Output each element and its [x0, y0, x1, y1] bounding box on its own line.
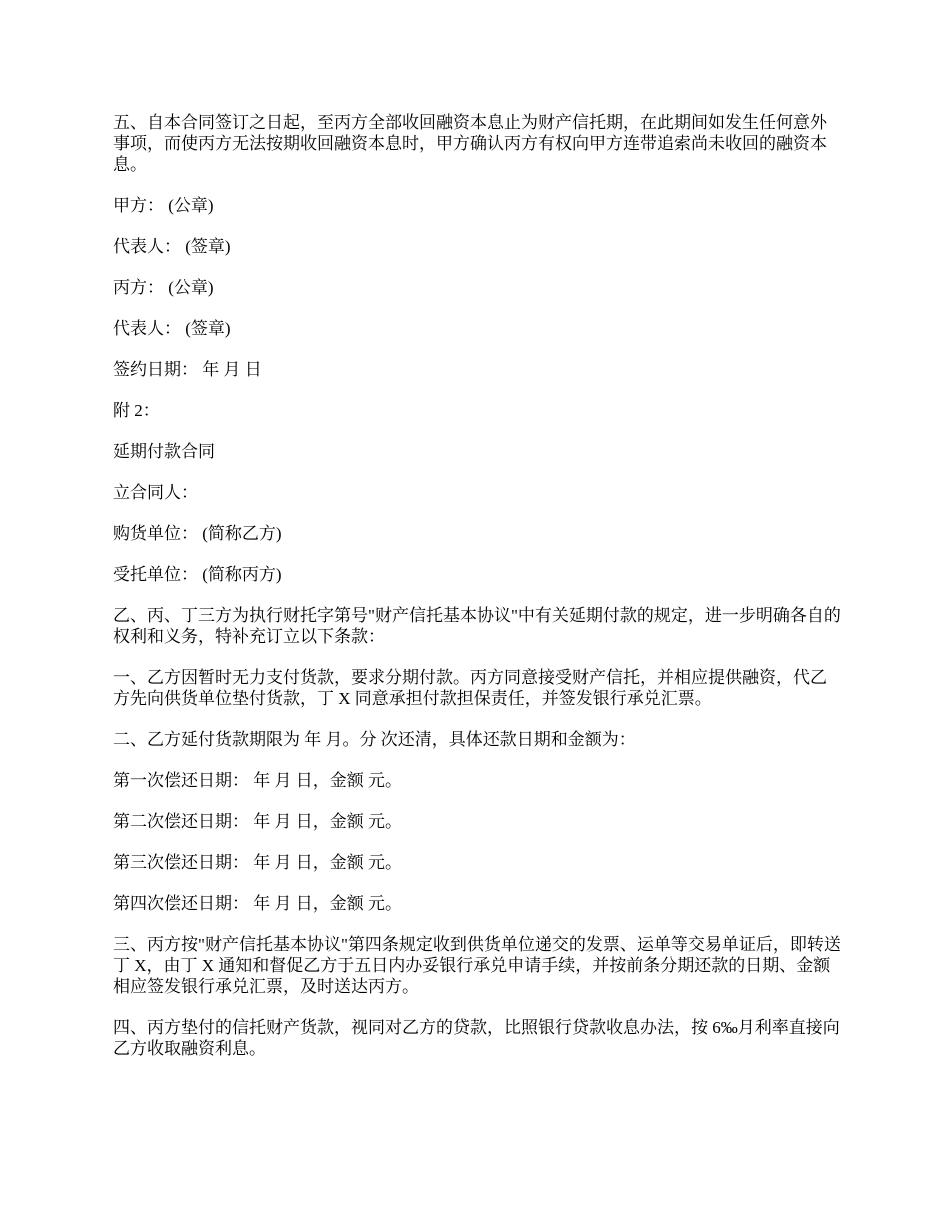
- repayment-fourth-line: 第四次偿还日期： 年 月 日，金额 元。: [113, 894, 402, 913]
- clause-three-paragraph: 三、丙方按"财产信托基本协议"第四条规定收到供货单位递交的发票、运单等交易单证后，即转送丁 X，由丁 X 通知和督促乙方于五日内办妥银行承兑申请手续，并按前条分期还款的日期、金额相应签发银行承兑汇票，及时送达丙方。: [113, 935, 841, 996]
- party-a-representative-line: 代表人： (签章): [113, 237, 231, 256]
- party-c-representative-line: 代表人： (签章): [113, 319, 231, 338]
- clause-four-paragraph: 四、丙方垫付的信托财产货款，视同对乙方的贷款，比照银行贷款收息办法，按 6‰月利率直接向乙方收取融资利息。: [113, 1018, 840, 1058]
- trustee-line: 受托单位： (简称丙方): [113, 565, 282, 584]
- contract-title: 延期付款合同: [113, 442, 215, 461]
- clause-five-paragraph: 五、自本合同签订之日起，至丙方全部收回融资本息止为财产信托期，在此期间如发生任何意外事项，而使丙方无法按期收回融资本息时，甲方确认丙方有权向甲方连带追索尚未收回的融资本息。: [113, 113, 827, 174]
- appendix-label: 附 2：: [113, 401, 160, 420]
- document-page: [113, 112, 841, 1079]
- repayment-second-line: 第二次偿还日期： 年 月 日，金额 元。: [113, 812, 402, 831]
- preamble-paragraph: 乙、丙、丁三方为执行财托字第号"财产信托基本协议"中有关延期付款的规定，进一步明确各自的权利和义务，特补充订立以下条款：: [113, 606, 841, 646]
- repayment-first-line: 第一次偿还日期： 年 月 日，金额 元。: [113, 771, 402, 790]
- signing-date-line: 签约日期： 年 月 日: [113, 360, 262, 379]
- party-c-seal-line: 丙方： (公章): [113, 278, 214, 297]
- contracting-parties-label: 立合同人：: [113, 483, 198, 502]
- party-a-seal-line: 甲方： (公章): [113, 196, 214, 215]
- clause-two-paragraph: 二、乙方延付货款期限为 年 月。分 次还清，具体还款日期和金额为：: [113, 730, 636, 749]
- purchaser-line: 购货单位： (简称乙方): [113, 524, 282, 543]
- repayment-third-line: 第三次偿还日期： 年 月 日，金额 元。: [113, 853, 402, 872]
- clause-one-paragraph: 一、乙方因暂时无力支付货款，要求分期付款。丙方同意接受财产信托，并相应提供融资，代乙方先向供货单位垫付货款，丁 X 同意承担付款担保责任，并签发银行承兑汇票。: [113, 668, 827, 708]
